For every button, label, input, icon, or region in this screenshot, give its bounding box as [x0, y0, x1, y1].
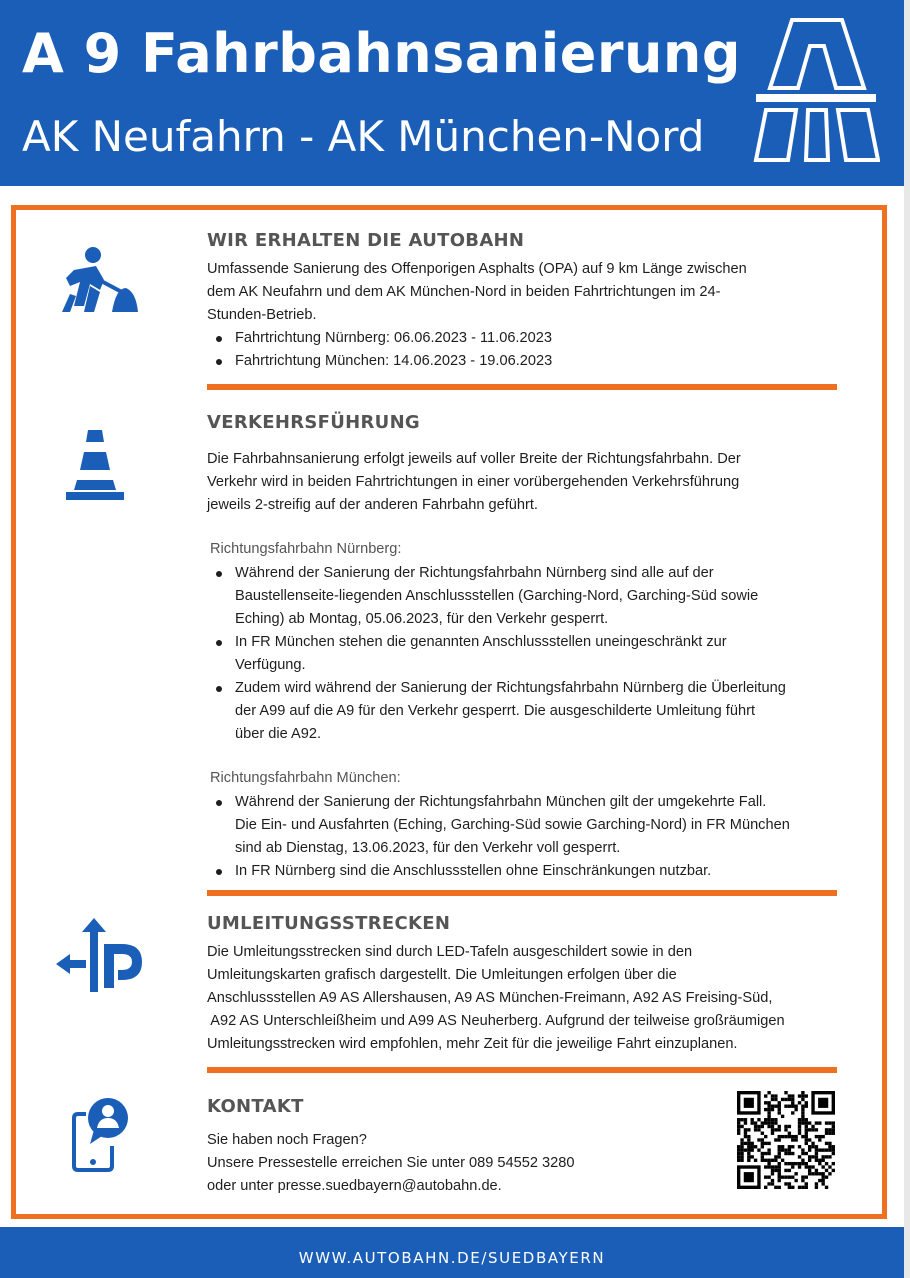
- qr-code-icon[interactable]: [737, 1091, 835, 1189]
- autobahn-logo-icon: [752, 16, 880, 162]
- text-line: Die Ein- und Ausfahrten (Eching, Garching-Süd sowie Garching-Nord) in FR München: [235, 817, 790, 833]
- text-line: über die A92.: [235, 726, 322, 742]
- section-divider: [207, 1067, 837, 1073]
- text-line: Verkehr wird in beiden Fahrtrichtungen in einer vorübergehenden Verkehrsführung: [207, 474, 740, 490]
- text-verkehr: [207, 448, 827, 517]
- list-item: [207, 677, 786, 746]
- text-line: Eching) ab Montag, 05.06.2023, für den Verkehr gesperrt.: [235, 611, 609, 627]
- road-worker-icon: [60, 246, 138, 316]
- text-line: Zudem wird während der Sanierung der Richtungsfahrbahn Nürnberg die Überleitung: [235, 680, 786, 696]
- page-subtitle: AK Neufahrn - AK München-Nord: [22, 112, 705, 161]
- text-kontakt: [207, 1129, 707, 1198]
- section-title-verkehr: VERKEHRSFÜHRUNG: [207, 412, 421, 433]
- header-banner: [0, 0, 904, 186]
- page-title: A 9 Fahrbahnsanierung: [22, 22, 742, 85]
- detour-sign-icon: [56, 918, 144, 994]
- traffic-cone-icon: [64, 430, 126, 500]
- text-line: A92 AS Unterschleißheim und A99 AS Neuherberg. Aufgrund der teilweise großräumigen: [207, 1013, 785, 1029]
- section-divider: [207, 384, 837, 390]
- subheading-nuernberg: Richtungsfahrbahn Nürnberg:: [210, 541, 402, 557]
- text-line: Verfügung.: [235, 657, 306, 673]
- text-line: Unsere Pressestelle erreichen Sie unter 089 54552 3280: [207, 1155, 575, 1171]
- text-line: In FR Nürnberg sind die Anschlussstellen ohne Einschränkungen nutzbar.: [235, 863, 712, 879]
- page-edge: [904, 0, 910, 1278]
- list-item: [207, 860, 790, 883]
- text-line: Während der Sanierung der Richtungsfahrbahn Nürnberg sind alle auf der: [235, 565, 714, 581]
- text-line: Anschlussstellen A9 AS Allershausen, A9 AS München-Freimann, A92 AS Freising-Süd,: [207, 990, 773, 1006]
- bullet-list-muenchen: [207, 791, 790, 883]
- text-erhalten: [207, 258, 827, 327]
- subheading-muenchen: Richtungsfahrbahn München:: [210, 770, 401, 786]
- text-line: Umleitungsstrecken wird empfohlen, mehr Zeit für die jeweilige Fahrt einzuplanen.: [207, 1036, 738, 1052]
- text-umleitung: [207, 941, 827, 1056]
- text-line: Während der Sanierung der Richtungsfahrbahn München gilt der umgekehrte Fall.: [235, 794, 767, 810]
- text-line: oder unter presse.suedbayern@autobahn.de.: [207, 1178, 502, 1194]
- footer-url-link[interactable]: WWW.AUTOBAHN.DE/SUEDBAYERN: [298, 1249, 606, 1267]
- bullet-list-erhalten: [207, 327, 552, 373]
- text-line: Umfassende Sanierung des Offenporigen Asphalts (OPA) auf 9 km Länge zwischen: [207, 261, 747, 277]
- text-line: Umleitungskarten grafisch dargestellt. Die Umleitungen erfolgen über die: [207, 967, 677, 983]
- phone-contact-icon: [72, 1096, 130, 1172]
- text-line: In FR München stehen die genannten Anschlussstellen uneingeschränkt zur: [235, 634, 727, 650]
- list-item: Fahrtrichtung Nürnberg: 06.06.2023 - 11.06.2023: [207, 327, 552, 350]
- section-divider: [207, 890, 837, 896]
- list-item: [207, 631, 786, 677]
- footer-banner: [0, 1227, 904, 1278]
- bullet-list-nuernberg: [207, 562, 786, 746]
- text-line: sind ab Dienstag, 13.06.2023, für den Verkehr voll gesperrt.: [235, 840, 621, 856]
- list-item: [207, 791, 790, 860]
- text-line: Sie haben noch Fragen?: [207, 1132, 367, 1148]
- text-line: der A99 auf die A9 für den Verkehr gesperrt. Die ausgeschilderte Umleitung führt: [235, 703, 756, 719]
- section-title-umleitung: UMLEITUNGSSTRECKEN: [207, 913, 451, 934]
- text-line: Baustellenseite-liegenden Anschlussstellen (Garching-Nord, Garching-Süd sowie: [235, 588, 759, 604]
- text-line: dem AK Neufahrn und dem AK München-Nord in beiden Fahrtrichtungen im 24-: [207, 284, 721, 300]
- list-item: Fahrtrichtung München: 14.06.2023 - 19.06.2023: [207, 350, 552, 373]
- section-title-erhalten: WIR ERHALTEN DIE AUTOBAHN: [207, 230, 525, 251]
- list-item: [207, 562, 786, 631]
- text-line: Stunden-Betrieb.: [207, 307, 317, 323]
- text-line: Die Fahrbahnsanierung erfolgt jeweils auf voller Breite der Richtungsfahrbahn. Der: [207, 451, 741, 467]
- text-line: jeweils 2-streifig auf der anderen Fahrbahn geführt.: [207, 497, 538, 513]
- section-title-kontakt: KONTAKT: [207, 1096, 304, 1117]
- text-line: Die Umleitungsstrecken sind durch LED-Tafeln ausgeschildert sowie in den: [207, 944, 693, 960]
